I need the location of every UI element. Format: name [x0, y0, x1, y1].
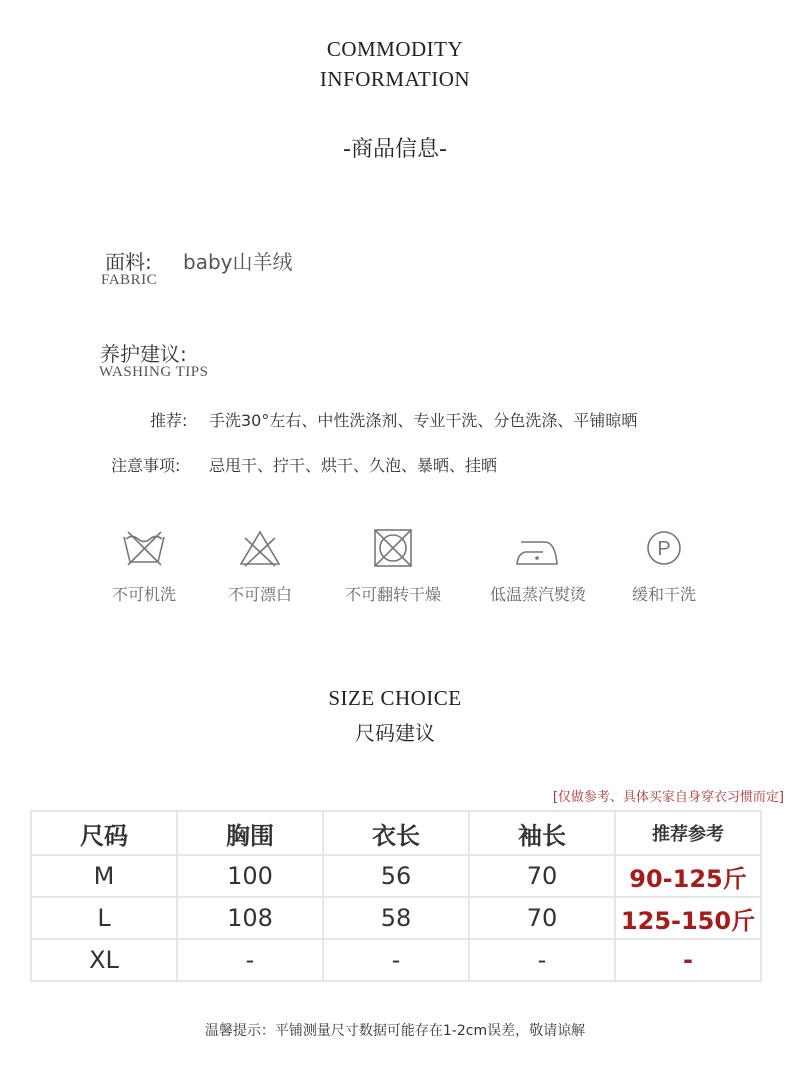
no-bleach-icon [237, 528, 283, 568]
cell-size: L [31, 897, 177, 939]
cell-length: 58 [323, 897, 469, 939]
table-header-row [31, 811, 761, 855]
size-title-cn: 尺码建议 [355, 721, 435, 745]
header-chest: 胸围 [177, 811, 323, 855]
cell-chest: 108 [177, 897, 323, 939]
wash-label-no-tumble-dry: 不可翻转干燥 [344, 587, 441, 604]
recommend-text: 手洗30°左右、中性洗涤剂、专业干洗、分色洗涤、平铺晾晒 [209, 411, 638, 430]
no-tumble-dry-icon [370, 528, 416, 568]
table-row [31, 939, 761, 981]
commodity-title-line2: INFORMATION [319, 67, 471, 91]
cell-chest: 100 [177, 855, 323, 897]
footer-tip: 温馨提示：平铺测量尺寸数据可能存在1-2cm误差，敬请谅解 [204, 1023, 586, 1039]
size-title-en: SIZE CHOICE [328, 686, 462, 710]
cell-length: - [323, 939, 469, 981]
header-sleeve: 袖长 [469, 811, 615, 855]
size-table [30, 810, 762, 982]
size-note: [仅做参考、具体买家自身穿衣习惯而定] [552, 790, 784, 805]
wash-item-gentle-dry-clean [624, 528, 704, 605]
cell-sleeve: - [469, 939, 615, 981]
cell-recommend: - [615, 939, 761, 981]
fabric-label-en: FABRIC [101, 272, 158, 288]
cell-chest: - [177, 939, 323, 981]
wash-label-low-iron: 低温蒸汽熨烫 [489, 587, 586, 604]
cell-recommend: 90-125斤 [615, 855, 761, 897]
gentle-dry-clean-icon [641, 528, 687, 568]
header-recommend: 推荐参考 [615, 811, 761, 855]
wash-item-no-machine-wash [104, 528, 184, 605]
wash-label-no-bleach: 不可漂白 [227, 587, 292, 604]
low-iron-icon [513, 528, 563, 568]
commodity-title-en [0, 34, 790, 94]
commodity-title-cn: -商品信息- [343, 137, 447, 162]
cell-size: M [31, 855, 177, 897]
fabric-value: baby山羊绒 [183, 250, 293, 274]
wash-label-no-machine-wash: 不可机洗 [111, 587, 176, 604]
cell-sleeve: 70 [469, 897, 615, 939]
caution-label: 注意事项: [111, 456, 181, 475]
recommend-label: 推荐: [150, 411, 188, 430]
cell-size: XL [31, 939, 177, 981]
table-row [31, 897, 761, 939]
wash-item-low-iron [481, 528, 595, 605]
no-machine-wash-icon [121, 528, 167, 568]
commodity-title-line1: COMMODITY [326, 37, 464, 61]
fabric-label: 面料: [105, 250, 152, 274]
cell-recommend: 125-150斤 [615, 897, 761, 939]
table-row [31, 855, 761, 897]
care-label: 养护建议: [100, 342, 187, 366]
wash-item-no-tumble-dry [336, 528, 450, 605]
wash-label-gentle-dry-clean: 缓和干洗 [631, 587, 696, 604]
cell-sleeve: 70 [469, 855, 615, 897]
svg-text:P: P [657, 538, 671, 560]
caution-text: 忌甩干、拧干、烘干、久泡、暴晒、挂晒 [209, 456, 498, 475]
header-size: 尺码 [31, 811, 177, 855]
header-length: 衣长 [323, 811, 469, 855]
wash-item-no-bleach [220, 528, 300, 605]
cell-length: 56 [323, 855, 469, 897]
care-label-en: WASHING TIPS [99, 364, 209, 380]
